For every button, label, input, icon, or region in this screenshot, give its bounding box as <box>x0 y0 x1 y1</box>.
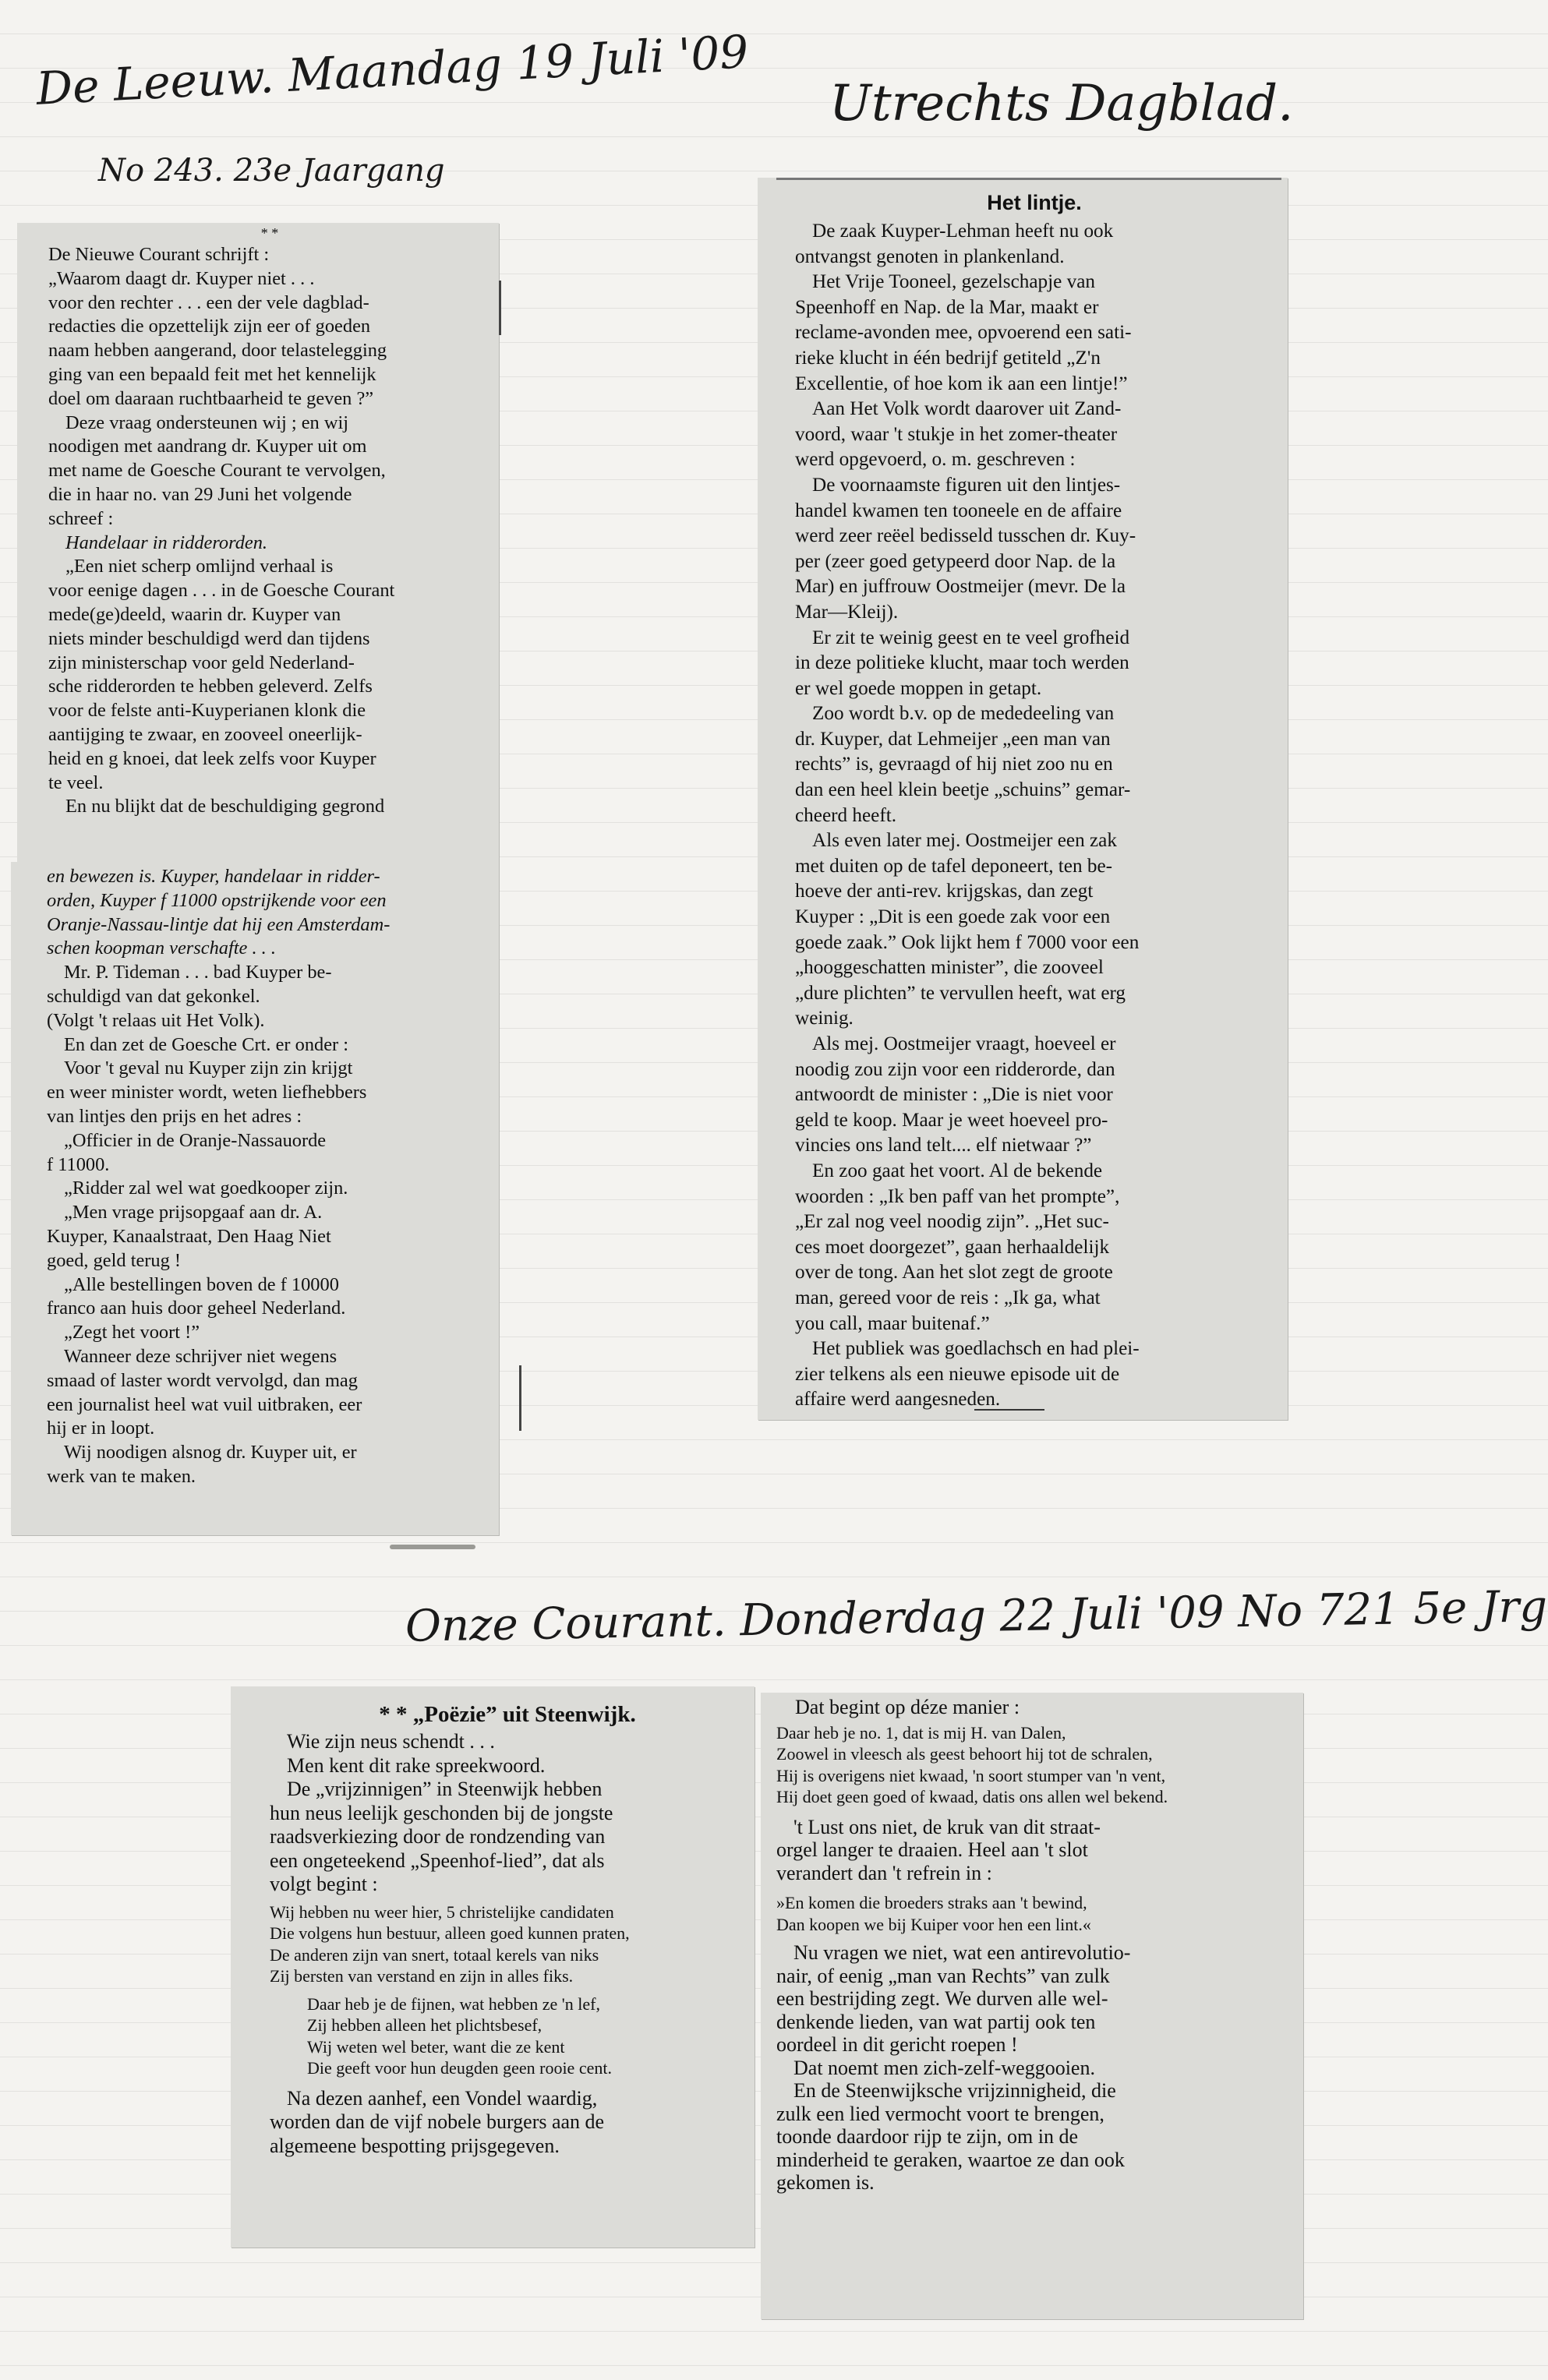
text-line: Daar heb je de fijnen, wat hebben ze 'n lef, <box>307 1993 600 2014</box>
text-line: woorden : „Ik ben paff van het prompte”, <box>795 1185 1120 1207</box>
handwritten-source-left-line1: De Leeuw. Maandag 19 Juli '09 <box>34 25 750 115</box>
clipping-body <box>795 219 1274 1413</box>
text-line: Het publiek was goedlachsch en had plei- <box>812 1338 1140 1360</box>
text-line: Dan koopen we bij Kuiper voor hen een lint.« <box>776 1914 1091 1934</box>
text-line: voord, waar 't stukje in het zomer-theater <box>795 423 1118 445</box>
asterism: * * <box>260 225 279 241</box>
text-line: Als even later mej. Oostmeijer een zak <box>812 830 1117 852</box>
text-line: worden dan de vijf nobele burgers aan de <box>270 2110 605 2133</box>
text-line: De „vrijzinnigen” in Steenwijk hebben <box>287 1778 603 1800</box>
text-line: Hij is overigens niet kwaad, 'n soort stumper van 'n vent, <box>776 1765 1166 1785</box>
text-line: ging van een bepaald feit met het kennelijk <box>48 363 376 385</box>
clipping-steenwijk-continued <box>761 1693 1303 2319</box>
verse-block <box>776 1722 1292 1808</box>
text-line: mede(ge)deeld, waarin dr. Kuyper van <box>48 603 341 625</box>
text-line: Mr. P. Tideman . . . bad Kuyper be- <box>64 962 332 983</box>
text-line: minderheid te geraken, waartoe ze dan ook <box>776 2148 1125 2171</box>
article-heading: * * „Poëzie” uit Steenwijk. <box>379 1702 636 1727</box>
text-line: „dure plichten” te vervullen heeft, wat erg <box>795 982 1126 1004</box>
text-line: redacties die opzettelijk zijn eer of goeden <box>48 316 371 337</box>
handwritten-source-bottom: Onze Courant. Donderdag 22 Juli '09 No 721 5e Jrg <box>405 1581 1548 1652</box>
text-line: „Er zal nog veel noodig zijn”. „Het suc- <box>795 1211 1109 1233</box>
text-line: Het Vrije Tooneel, gezelschapje van <box>812 271 1095 293</box>
verse-block <box>776 1892 1292 1935</box>
text-line: Mar) en juffrouw Oostmeijer (mevr. De la <box>795 576 1126 598</box>
text-line: „Alle bestellingen boven de f 10000 <box>64 1273 339 1295</box>
text-line: Nu vragen we niet, wat een antirevolutio- <box>793 1941 1131 1964</box>
text-line: Wij noodigen alsnog dr. Kuyper uit, er <box>64 1442 357 1464</box>
text-line: voor de felste anti-Kuyperianen klonk die <box>48 700 366 722</box>
text-line: Men kent dit rake spreekwoord. <box>287 1753 546 1777</box>
text-line: weinig. <box>795 1008 854 1029</box>
text-line: Excellentie, of hoe kom ik aan een lintje!” <box>795 373 1128 394</box>
clipping-body <box>48 243 491 819</box>
text-line: algemeene bespotting prijsgegeven. <box>270 2134 560 2157</box>
text-line: f 11000. <box>47 1153 110 1175</box>
clipping-cut-edge <box>776 178 1281 186</box>
text-line: Kuyper : „Dit is een goede zak voor een <box>795 906 1111 928</box>
text-line: noodig zou zijn voor een ridderorde, dan <box>795 1058 1115 1080</box>
text-line: Dat noemt men zich-zelf-weggooien. <box>793 2056 1095 2079</box>
text-line: naam hebben aangerand, door telastelegging <box>48 340 387 362</box>
clipping-body <box>47 862 491 1489</box>
text-line: dr. Kuyper, dat Lehmeijer „een man van <box>795 728 1111 750</box>
article-heading: Het lintje. <box>987 191 1082 214</box>
text-line: Handelaar in ridderorden. <box>65 531 268 553</box>
text-line: Zij hebben alleen het plichtsbesef, <box>307 2015 543 2035</box>
text-line: Speenhoff en Nap. de la Mar, maakt er <box>795 296 1099 318</box>
text-line: denkende lieden, van wat partij ook ten <box>776 2010 1096 2033</box>
text-line: nair, of eenig „man van Rechts” van zulk <box>776 1964 1110 1987</box>
text-line: sche ridderorden te hebben geleverd. Zelfs <box>48 676 373 697</box>
text-line: „hooggeschatten minister”, die zooveel <box>795 957 1104 979</box>
text-line: De Nieuwe Courant schrijft : <box>48 244 270 265</box>
text-line: raadsverkiezing door de rondzending van <box>270 1825 606 1848</box>
text-line: you call, maar buitenaf.” <box>795 1312 990 1334</box>
text-line: ces moet doorgezet”, gaan herhaaldelijk <box>795 1236 1110 1258</box>
scissor-mark <box>390 1545 475 1549</box>
text-line: Mar—Kleij). <box>795 601 899 623</box>
text-line: oordeel in dit gericht roepen ! <box>776 2033 1018 2056</box>
ornament-rule <box>974 1409 1044 1414</box>
clipping-poezie-uit-steenwijk <box>231 1686 755 2248</box>
text-line: verandert dan 't refrein in : <box>776 1861 992 1884</box>
text-line: toonde daardoor rijp te zijn, om in de <box>776 2125 1079 2148</box>
text-line: werd zeer reëel bedisseld tusschen dr. Kuy- <box>795 525 1136 547</box>
text-line: „Officier in de Oranje-Nassauorde <box>64 1129 327 1151</box>
clipping-paragraph <box>776 1941 1292 2195</box>
text-line: „Men vrage prijsopgaaf aan dr. A. <box>64 1202 323 1224</box>
text-line: Zoowel in vleesch als geest behoort hij tot de schralen, <box>776 1744 1153 1764</box>
text-line: Wie zijn neus schendt . . . <box>287 1730 495 1753</box>
text-line: een journalist heel wat vuil uitbraken, eer <box>47 1393 362 1415</box>
text-line: handel kwamen ten tooneele en de affaire <box>795 500 1122 521</box>
text-line: en weer minister wordt, weten liefhebbers <box>47 1082 367 1103</box>
text-line: ontvangst genoten in plankenland. <box>795 245 1065 267</box>
text-line: hoeve der anti-rev. krijgskas, dan zegt <box>795 881 1094 902</box>
text-line: »En komen die broeders straks aan 't bewind, <box>776 1893 1087 1912</box>
text-line: een ongeteekend „Speenhof-lied”, dat als <box>270 1849 605 1872</box>
text-line: Die geeft voor hun deugden geen rooie cent. <box>307 2058 612 2078</box>
text-line: met duiten op de tafel deponeert, ten be- <box>795 855 1113 877</box>
clipping-nieuwe-courant <box>17 223 499 862</box>
text-line: orgel langer te draaien. Heel aan 't slot <box>776 1838 1088 1861</box>
text-line: Zij bersten van verstand en zijn in alles fiks. <box>270 1966 574 1986</box>
text-line: met name de Goesche Courant te vervolgen, <box>48 460 386 482</box>
text-line: goede zaak.” Ook lijkt hem f 7000 voor een <box>795 931 1140 953</box>
text-line: De anderen zijn van snert, totaal kerels van niks <box>270 1944 599 1965</box>
text-line: zier telkens als een nieuwe episode uit de <box>795 1363 1120 1385</box>
text-line: Wanneer deze schrijver niet wegens <box>64 1345 338 1367</box>
clipping-edge <box>499 281 501 335</box>
text-line: rechts” is, gevraagd of hij niet zoo nu en <box>795 754 1113 775</box>
text-line: te veel. <box>48 772 104 793</box>
text-line: noodigen met aandrang dr. Kuyper uit om <box>48 436 367 457</box>
text-line: smaad of laster wordt vervolgd, dan mag <box>47 1369 358 1391</box>
text-line: een bestrijding zegt. We durven alle wel- <box>776 1987 1108 2010</box>
text-line: En de Steenwijksche vrijzinnigheid, die <box>793 2079 1116 2102</box>
text-line: „Ridder zal wel wat goedkooper zijn. <box>64 1178 348 1199</box>
text-line: Wij weten wel beter, want die ze kent <box>307 2036 565 2057</box>
text-line: man, gereed voor de reis : „Ik ga, what <box>795 1287 1101 1308</box>
text-line: „Waarom daagt dr. Kuyper niet . . . <box>48 267 315 289</box>
clipping-intro <box>270 1730 745 1897</box>
text-line: Zoo wordt b.v. op de mededeeling van <box>812 703 1115 725</box>
text-line: Die volgens hun bestuur, alleen goed kunnen praten, <box>270 1923 630 1943</box>
text-line: werd opgevoerd, o. m. geschreven : <box>795 449 1076 471</box>
text-line: reclame-avonden mee, opvoerend een sati- <box>795 322 1132 344</box>
text-line: „Zegt het voort !” <box>64 1322 200 1344</box>
text-line: Hij doet geen goed of kwaad, datis ons allen wel bekend. <box>776 1787 1168 1806</box>
text-line: Kuyper, Kanaalstraat, Den Haag Niet <box>47 1225 331 1247</box>
text-line: rieke klucht in één bedrijf getiteld „Z'n <box>795 347 1101 369</box>
text-line: niets minder beschuldigd werd dan tijdens <box>48 627 370 649</box>
text-line: gekomen is. <box>776 2171 875 2194</box>
clipping-outro <box>270 2087 745 2159</box>
text-line: doel om daaraan ruchtbaarheid te geven ?” <box>48 387 374 409</box>
text-line: die in haar no. van 29 Juni het volgende <box>48 483 352 505</box>
clipping-continuation <box>11 862 499 1535</box>
verse-block <box>270 1902 745 1987</box>
text-line: Voor 't geval nu Kuyper zijn zin krijgt <box>64 1058 353 1079</box>
text-line: De voornaamste figuren uit den lintjes- <box>812 474 1121 496</box>
text-line: volgt begint : <box>270 1873 378 1895</box>
text-line: voor eenige dagen . . . in de Goesche Courant <box>48 580 395 602</box>
text-line: geld te koop. Maar je weet hoeveel pro- <box>795 1109 1108 1131</box>
text-line: aantijging te zwaar, en zooveel oneerlijk- <box>48 723 362 745</box>
text-line: En zoo gaat het voort. Al de bekende <box>812 1160 1103 1181</box>
text-line: zijn ministerschap voor geld Nederland- <box>48 651 355 673</box>
text-line: 't Lust ons niet, de kruk van dit straat- <box>793 1815 1101 1838</box>
text-line: schreef : <box>48 507 114 529</box>
text-line: heid en g knoei, dat leek zelfs voor Kuyper <box>48 747 376 769</box>
text-line: goed, geld terug ! <box>47 1249 182 1271</box>
text-line: (Volgt 't relaas uit Het Volk). <box>47 1009 265 1031</box>
text-line: in deze politieke klucht, maar toch werden <box>795 652 1129 674</box>
verse-block <box>270 1993 745 2079</box>
text-line: Als mej. Oostmeijer vraagt, hoeveel er <box>812 1033 1116 1054</box>
text-line: affaire werd aangesneden. <box>795 1389 1001 1411</box>
text-line: over de tong. Aan het slot zegt de groote <box>795 1262 1113 1284</box>
text-line: hij er in loopt. <box>47 1418 155 1439</box>
text-line: schuldigd van dat gekonkel. <box>47 985 260 1007</box>
text-line: per (zeer goed getypeerd door Nap. de la <box>795 550 1116 572</box>
text-line: werk van te maken. <box>47 1465 196 1487</box>
text-line: voor den rechter . . . een der vele dagblad- <box>48 291 369 313</box>
text-line: hun neus leelijk geschonden bij de jongste <box>270 1801 613 1824</box>
text-line: franco aan huis door geheel Nederland. <box>47 1298 346 1319</box>
lead-line: Dat begint op déze manier : <box>795 1696 1020 1718</box>
text-line: De zaak Kuyper-Lehman heeft nu ook <box>812 221 1114 242</box>
text-line: orden, Kuyper f 11000 opstrijkende voor een <box>47 889 387 911</box>
handwritten-source-right: Utrechts Dagblad. <box>829 75 1294 132</box>
text-line: schen koopman verschafte . . . <box>47 938 276 959</box>
text-line: Aan Het Volk wordt daarover uit Zand- <box>812 398 1122 420</box>
text-line: Na dezen aanhef, een Vondel waardig, <box>287 2086 598 2110</box>
text-line: En dan zet de Goesche Crt. er onder : <box>64 1033 349 1055</box>
clipping-edge <box>519 1365 521 1431</box>
text-line: dan een heel klein beetje „schuins” gemar- <box>795 779 1131 801</box>
text-line: antwoordt de minister : „Die is niet voor <box>795 1084 1113 1106</box>
text-line: en bewezen is. Kuyper, handelaar in ridder- <box>47 866 380 887</box>
text-line: En nu blijkt dat de beschuldiging gegrond <box>65 796 385 817</box>
text-line: cheerd heeft. <box>795 804 897 826</box>
clipping-paragraph <box>776 1816 1292 1885</box>
clipping-het-lintje <box>758 178 1288 1420</box>
text-line: van lintjes den prijs en het adres : <box>47 1105 302 1127</box>
text-line: vincies ons land telt.... elf nietwaar ?” <box>795 1135 1092 1156</box>
text-line: „Een niet scherp omlijnd verhaal is <box>65 556 334 577</box>
text-line: zulk een lied vermocht voort te brengen, <box>776 2102 1104 2125</box>
text-line: Er zit te weinig geest en te veel grofheid <box>812 627 1130 648</box>
text-line: Daar heb je no. 1, dat is mij H. van Dalen, <box>776 1722 1066 1743</box>
text-line: Oranje-Nassau-lintje dat hij een Amsterdam- <box>47 913 391 935</box>
text-line: Wij hebben nu weer hier, 5 christelijke candidaten <box>270 1902 614 1922</box>
text-line: Deze vraag ondersteunen wij ; en wij <box>65 411 349 433</box>
text-line: er wel goede moppen in getapt. <box>795 677 1042 699</box>
handwritten-source-left-line2: No 243. 23e Jaargang <box>98 153 445 189</box>
